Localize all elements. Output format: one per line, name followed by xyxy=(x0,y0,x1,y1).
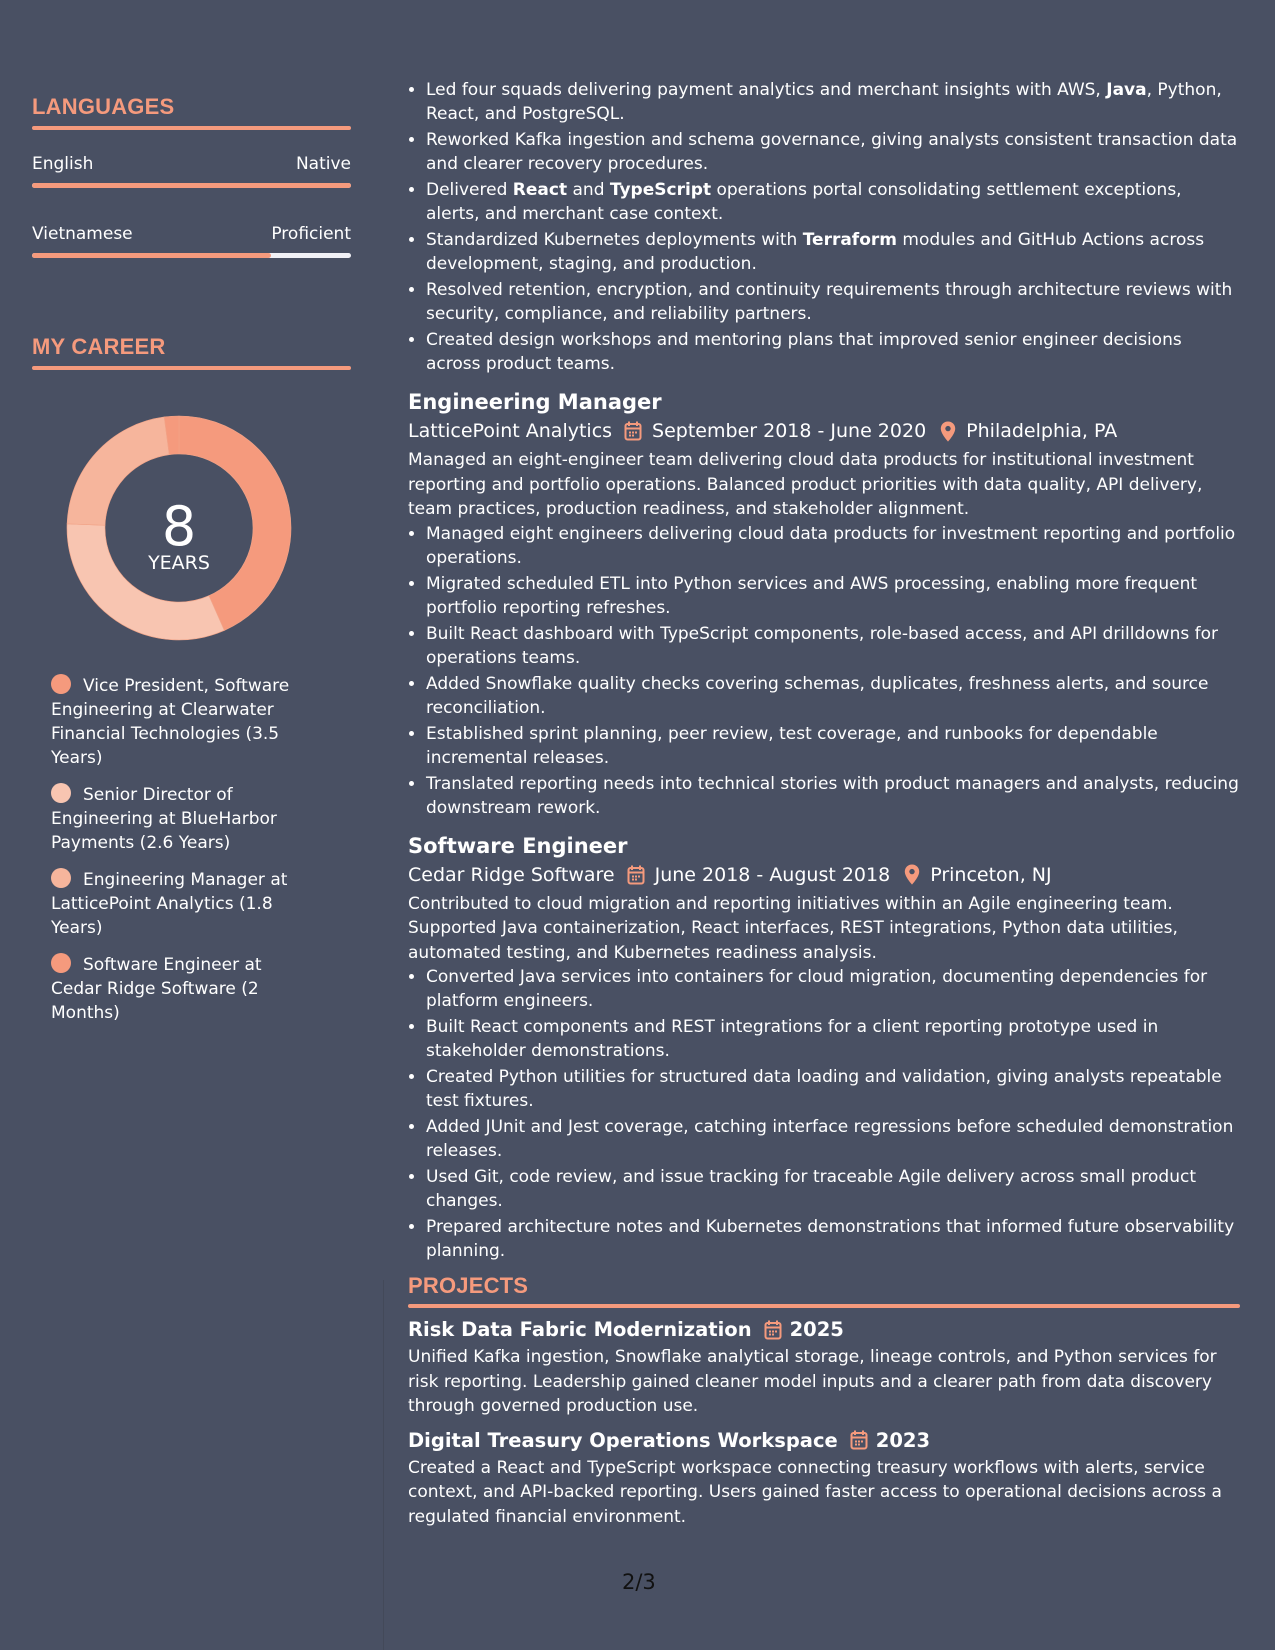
job-meta xyxy=(408,864,1240,886)
bullet-text: Created design workshops and mentoring plans that improved senior engineer decisions across product teams. xyxy=(426,330,1182,374)
language-proficiency-fill xyxy=(32,253,271,258)
language-item-english xyxy=(32,154,351,188)
bullet-text: , Python, React, and PostgreSQL. xyxy=(426,80,1222,124)
career-legend-item xyxy=(51,674,316,770)
bullet-text: operations portal consolidating settlement exceptions, alerts, and merchant case context. xyxy=(426,180,1182,224)
career-legend xyxy=(51,674,316,1038)
bullet-text: Reworked Kafka ingestion and schema governance, giving analysts consistent transaction data and clearer recovery procedures. xyxy=(426,130,1238,174)
bullet-item xyxy=(426,278,1240,326)
bullet-keyword: Terraform xyxy=(802,230,897,250)
career-legend-label: Engineering Manager at LatticePoint Analytics (1.8 Years) xyxy=(51,870,288,938)
job-dates: June 2018 - August 2018 xyxy=(654,863,891,886)
project-name: Digital Treasury Operations Workspace xyxy=(408,1428,838,1452)
project-year: 2025 xyxy=(789,1318,844,1341)
bullet-item: • Built React dashboard with TypeScript components, role-based access, and API drilldowns for operations teams. xyxy=(426,622,1240,670)
bullet-text: and xyxy=(567,180,610,200)
bullet-item: • Managed eight engineers delivering cloud data products for investment reporting and portfolio operations. xyxy=(426,522,1240,570)
bullet-keyword: Java xyxy=(1106,80,1147,100)
job-company: LatticePoint Analytics xyxy=(408,420,613,442)
projects-heading-rule xyxy=(408,1304,1240,1308)
bullet-text: Led four squads delivering payment analytics and merchant insights with AWS, xyxy=(426,80,1107,100)
bullet-keyword: TypeScript xyxy=(609,180,712,200)
languages-heading-rule xyxy=(32,126,351,130)
career-legend-label: Software Engineer at Cedar Ridge Software (2 Months) xyxy=(51,955,262,1023)
bullet-text: Delivered xyxy=(426,180,513,200)
job-entry xyxy=(408,834,1240,1264)
project-description: Created a React and TypeScript workspace connecting treasury workflows with alerts, service context, and API-backed reporting. Users gained faster access to operational decisions across a regulated financial environment. xyxy=(408,1457,1222,1527)
project-entry xyxy=(408,1429,1240,1530)
projects-heading: PROJECTS xyxy=(408,1273,529,1298)
career-legend-label: Senior Director of Engineering at BlueHarbor Payments (2.6 Years) xyxy=(51,785,277,853)
bullet-item xyxy=(426,178,1240,226)
job-dates: September 2018 - June 2020 xyxy=(652,420,927,442)
job-company: Cedar Ridge Software xyxy=(408,863,615,886)
job-title: Engineering Manager xyxy=(408,390,662,414)
language-name: English xyxy=(32,154,94,174)
language-item-vietnamese xyxy=(32,224,351,258)
calendar-icon xyxy=(624,421,642,441)
calendar-icon xyxy=(764,1320,782,1340)
bullet-item: • Used Git, code review, and issue tracking for traceable Agile delivery across small product changes. xyxy=(426,1165,1240,1213)
language-name: Vietnamese xyxy=(32,224,133,244)
bullet-text: Resolved retention, encryption, and continuity requirements through architecture reviews with security, compliance, and reliability partners. xyxy=(426,280,1233,324)
legend-dot xyxy=(51,674,71,694)
bullet-item: • Built React components and REST integrations for a client reporting prototype used in stakeholder demonstrations. xyxy=(426,1015,1240,1063)
calendar-icon xyxy=(627,865,645,885)
page-number: 2/3 xyxy=(622,1570,656,1594)
bullet-item: • Added JUnit and Jest coverage, catching interface regressions before scheduled demonstration releases. xyxy=(426,1115,1240,1163)
project-description: Unified Kafka ingestion, Snowflake analytical storage, lineage controls, and Python services for risk reporting. Leadership gained cleaner model inputs and a clearer path from data discovery through governed production use. xyxy=(408,1347,1217,1416)
career-donut-chart xyxy=(59,408,299,648)
job-location: Princeton, NJ xyxy=(930,863,1052,886)
bullet-keyword: React xyxy=(512,180,568,200)
donut-segment xyxy=(67,417,169,525)
bullet-item: • Created Python utilities for structured data loading and validation, giving analysts repeatable test fixtures. xyxy=(426,1065,1240,1113)
main-content xyxy=(408,78,1240,1529)
language-proficiency-fill xyxy=(32,183,351,188)
job-location: Philadelphia, PA xyxy=(966,420,1118,442)
career-years-label: YEARS xyxy=(148,552,210,574)
bullet-item: • Prepared architecture notes and Kubernetes demonstrations that informed future observability planning. xyxy=(426,1215,1240,1263)
career-legend-item xyxy=(51,783,316,855)
career-legend-item xyxy=(51,953,316,1025)
job-meta xyxy=(408,420,1240,442)
location-pin-icon xyxy=(904,864,920,885)
career-heading: MY CAREER xyxy=(32,334,166,359)
language-level: Native xyxy=(295,154,351,174)
languages-heading: LANGUAGES xyxy=(32,94,175,119)
bullet-item: • Translated reporting needs into technical stories with product managers and analysts, reducing downstream rework. xyxy=(426,772,1240,820)
bullet-item: • Added Snowflake quality checks covering schemas, duplicates, freshness alerts, and source reconciliation. xyxy=(426,672,1240,720)
career-heading-rule xyxy=(32,366,351,370)
projects-section xyxy=(408,1273,1240,1529)
bullet-item xyxy=(426,328,1240,376)
career-legend-item xyxy=(51,868,316,940)
job-entry xyxy=(408,390,1240,820)
bullet-item: • Converted Java services into containers for cloud migration, documenting dependencies for platform engineers. xyxy=(426,965,1240,1013)
job-description: Contributed to cloud migration and reporting initiatives within an Agile engineering team. Supported Java containerization, React interfaces, REST integrations, Python data utilities, automated testing, and Kubernetes readiness analysis. xyxy=(408,893,1178,963)
career-legend-label: Vice President, Software Engineering at Clearwater Financial Technologies (3.5 Years) xyxy=(51,676,290,768)
bullet-item: • Migrated scheduled ETL into Python services and AWS processing, enabling more frequent portfolio reporting refreshes. xyxy=(426,572,1240,620)
bullet-text: modules and GitHub Actions across development, staging, and production. xyxy=(426,230,1205,274)
language-level: Proficient xyxy=(271,224,351,244)
project-entry xyxy=(408,1318,1240,1419)
languages-section xyxy=(32,94,351,258)
bullet-item xyxy=(426,78,1240,126)
job-bullets xyxy=(408,522,1240,820)
bullet-text: Standardized Kubernetes deployments with xyxy=(426,230,803,250)
job-title: Software Engineer xyxy=(408,833,628,858)
legend-dot xyxy=(51,868,71,888)
bullet-item xyxy=(426,128,1240,176)
bullet-item: • Established sprint planning, peer review, test coverage, and runbooks for dependable incremental releases. xyxy=(426,722,1240,770)
language-proficiency-bar xyxy=(32,183,351,188)
calendar-icon xyxy=(850,1430,868,1450)
bullet-item xyxy=(426,228,1240,276)
location-pin-icon xyxy=(940,421,956,442)
previous-role-bullets xyxy=(408,78,1240,376)
job-description: Managed an eight-engineer team delivering cloud data products for institutional investment reporting and portfolio operations. Balanced product priorities with data quality, API delivery, team practices, production readiness, and stakeholder alignment. xyxy=(408,450,1203,519)
donut-segment xyxy=(67,524,224,640)
career-years-value: 8 xyxy=(161,495,197,558)
legend-dot xyxy=(51,953,71,973)
job-bullets xyxy=(408,965,1240,1263)
sidebar-divider xyxy=(383,1280,384,1650)
project-name: Risk Data Fabric Modernization xyxy=(408,1318,752,1341)
career-section xyxy=(32,334,351,370)
sidebar xyxy=(0,0,383,1650)
project-year: 2023 xyxy=(875,1428,931,1452)
language-proficiency-bar xyxy=(32,253,351,258)
legend-dot xyxy=(51,783,71,803)
